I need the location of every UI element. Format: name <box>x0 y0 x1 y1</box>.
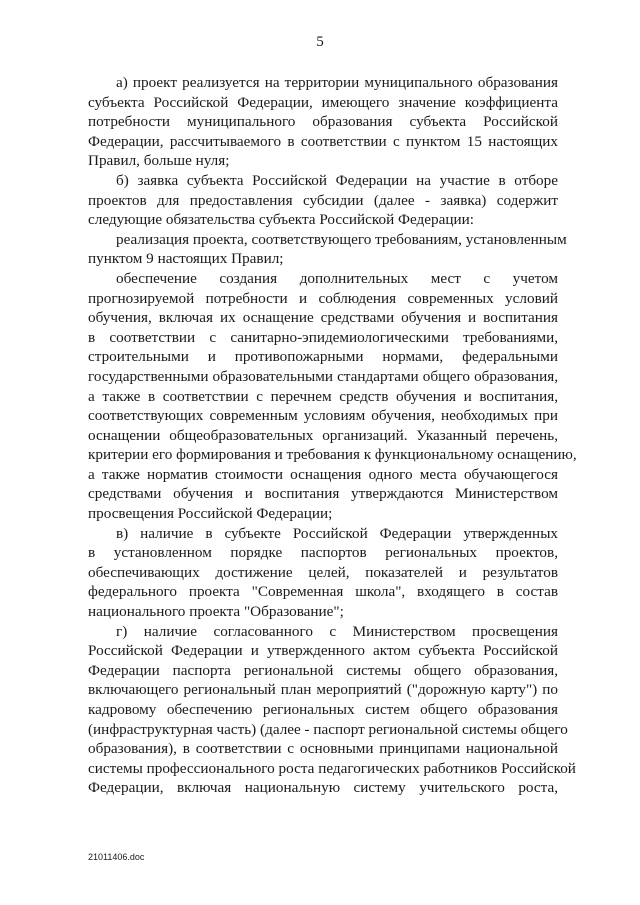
text-line: а также норматив стоимости оснащения одного места обучающегося <box>88 465 558 483</box>
text-line: прогнозируемой потребности и соблюдения современных условий <box>88 289 558 307</box>
text-line: кадровому обеспечению региональных систем общего образования <box>88 701 558 718</box>
text-line: следующие обязательства субъекта Российской Федерации: <box>88 211 474 229</box>
text-line: образования), в соответствии с основными принципами национальной <box>88 740 558 758</box>
text-line: обеспечивающих достижение целей, показателей и результатов <box>88 563 558 581</box>
text-line: просвещения Российской Федерации; <box>88 505 333 523</box>
text-line: федерального проекта "Современная школа", входящего в состав <box>88 583 558 601</box>
text-line: (инфраструктурная часть) (далее - паспорт региональной системы общего <box>88 720 568 738</box>
text-line: Федерации, рассчитываемого в соответствии с пунктом 15 настоящих <box>88 132 558 150</box>
text-line: соответствующих современным условиям обучения, необходимых при <box>88 407 558 425</box>
text-line: Федерации, включая национальную систему учительского роста, <box>88 779 558 797</box>
paragraph-g <box>88 622 576 798</box>
paragraph-additional-places <box>88 269 577 524</box>
text-line: включающего региональный план мероприятий ("дорожную карту") по <box>88 681 558 699</box>
paragraph-project-implementation <box>88 230 567 269</box>
paragraph-b <box>88 171 558 230</box>
text-line: оснащении общеобразовательных организаций. Указанный перечень, <box>88 426 558 444</box>
text-line: б) заявка субъекта Российской Федерации на участие в отборе <box>116 171 558 189</box>
text-line: Российской Федерации и утвержденного актом субъекта Российской <box>88 642 558 660</box>
text-line: в) наличие в субъекте Российской Федерации утвержденных <box>116 524 558 542</box>
text-line: а также в соответствии с перечнем средств обучения и воспитания, <box>88 387 558 405</box>
text-line: критерии его формирования и требования к функциональному оснащению, <box>88 446 577 464</box>
text-line: в соответствии с санитарно-эпидемиологическими требованиями, <box>88 328 558 346</box>
paragraph-v <box>88 524 558 622</box>
text-line: средствами обучения и воспитания утверждаются Министерством <box>88 485 558 503</box>
text-line: обеспечение создания дополнительных мест с учетом <box>116 269 558 287</box>
text-line: национального проекта "Образование"; <box>88 603 344 621</box>
paragraph-a <box>88 73 558 171</box>
text-line: системы профессионального роста педагогических работников Российской <box>88 759 576 777</box>
text-line: пунктом 9 настоящих Правил; <box>88 250 284 268</box>
text-line: а) проект реализуется на территории муниципального образования <box>116 74 558 91</box>
text-line: обучения, включая их оснащение средствами обучения и воспитания <box>88 309 558 327</box>
document-body <box>88 73 577 798</box>
text-line: строительными и противопожарными нормами, федеральными <box>88 348 558 366</box>
text-line: проектов для предоставления субсидии (далее - заявка) содержит <box>88 191 558 209</box>
text-line: Федерации паспорта региональной системы общего образования, <box>88 661 558 679</box>
text-line: субъекта Российской Федерации, имеющего значение коэффициента <box>88 93 558 111</box>
text-line: в установленном порядке паспортов региональных проектов, <box>88 544 558 562</box>
text-line: реализация проекта, соответствующего требованиям, установленным <box>116 230 567 248</box>
text-line: потребности муниципального образования субъекта Российской <box>88 113 558 131</box>
page-number: 5 <box>316 34 324 50</box>
footer-file-code: 21011406.doc <box>88 852 145 862</box>
text-line: государственными образовательными стандартами общего образования, <box>88 367 558 385</box>
text-line: г) наличие согласованного с Министерством просвещения <box>116 622 558 640</box>
text-line: Правил, больше нуля; <box>88 152 230 170</box>
